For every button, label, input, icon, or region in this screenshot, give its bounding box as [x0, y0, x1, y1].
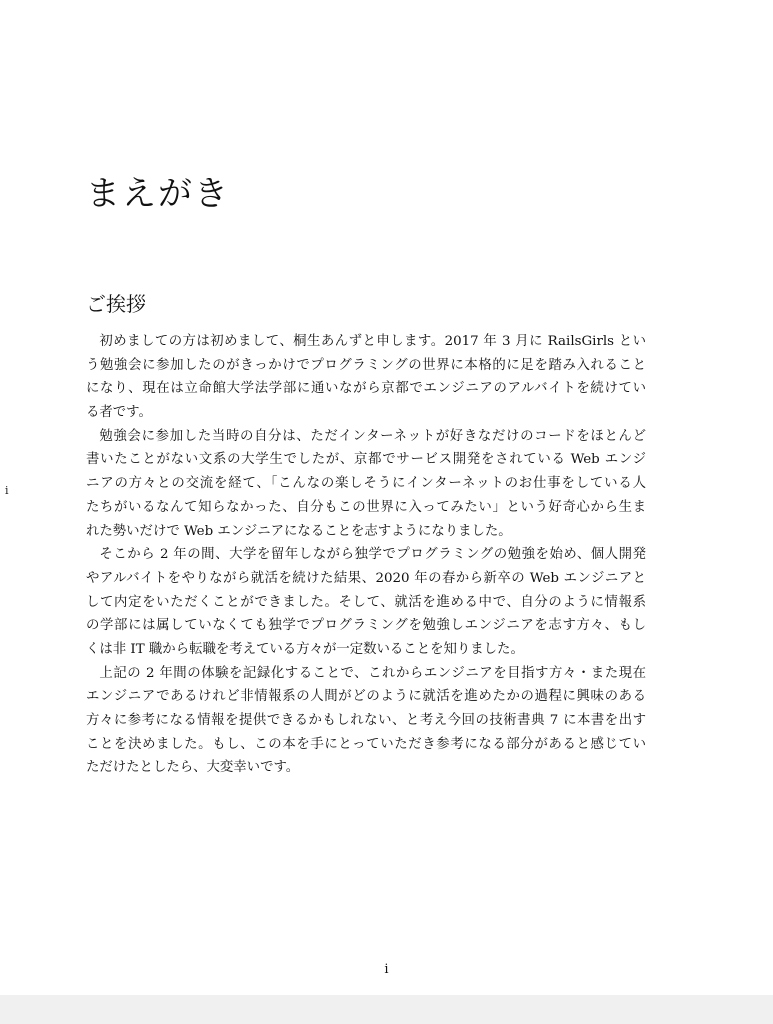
text-line: やアルバイトをやりながら就活を続けた結果、2020 年の春から新卒の Web エンジニアと — [86, 570, 646, 586]
paragraph-1 — [86, 330, 646, 425]
text-line: エンジニアであるけれど非情報系の人間がどのように就活を進めたかの過程に興味のある — [86, 689, 646, 705]
paragraph-2 — [86, 425, 646, 543]
text-line: う勉強会に参加したのがきっかけでプログラミングの世界に本格的に足を踏み入れること — [86, 357, 646, 373]
text-line: 初めましての方は初めまして、桐生あんずと申します。2017 年 3 月に RailsGirls とい — [99, 334, 646, 349]
paragraph-4 — [86, 662, 646, 780]
text-line: になり、現在は立命館大学法学部に通いながら京都でエンジニアのアルバイトを続けてい — [86, 381, 646, 397]
text-line: ことを決めました。もし、この本を手にとっていただき参考になる部分があると感じてい — [86, 736, 646, 752]
text-line: の学部には属していなくても独学でプログラミングを勉強しエンジニアを志す方々、もし — [86, 618, 646, 634]
chapter-title: まえがき — [86, 174, 230, 214]
text-line: して内定をいただくことができました。そして、就活を進める中で、自分のように情報系 — [86, 594, 646, 610]
text-line: くは非 IT 職から転職を考えている方々が一定数いることを知りました。 — [86, 641, 524, 657]
text-line: 勉強会に参加した当時の自分は、ただインターネットが好きなだけのコードをほとんど — [99, 428, 646, 444]
text-line: ただけたとしたら、大変幸いです。 — [86, 760, 300, 776]
body-text — [86, 330, 646, 780]
section-title: ご挨拶 — [86, 292, 146, 316]
text-line: 上記の 2 年間の体験を記録化することで、これからエンジニアを目指す方々・また現在 — [99, 665, 646, 681]
paragraph-3 — [86, 543, 646, 661]
text-line: ニアの方々との交流を経て、「こんなの楽しそうにインターネットのお仕事をしている人 — [86, 476, 646, 492]
text-line: る者です。 — [86, 405, 152, 421]
text-line: 書いたことがない文系の大学生でしたが、京都でサービス開発をされている Web エンジ — [86, 452, 646, 468]
text-line: そこから 2 年の間、大学を留年しながら独学でプログラミングの勉強を始め、個人開発 — [99, 547, 646, 563]
text-line: 方々に参考になる情報を提供できるかもしれない、と考え今回の技術書典 7 に本書を出す — [86, 713, 646, 728]
text-line: たちがいるなんて知らなかった、自分もこの世界に入ってみたい」という好奇心から生ま — [86, 499, 646, 515]
page-number: i — [384, 962, 389, 977]
text-line: れた勢いだけで Web エンジニアになることを志すようになりました。 — [86, 523, 512, 539]
margin-mark: i — [5, 484, 9, 497]
